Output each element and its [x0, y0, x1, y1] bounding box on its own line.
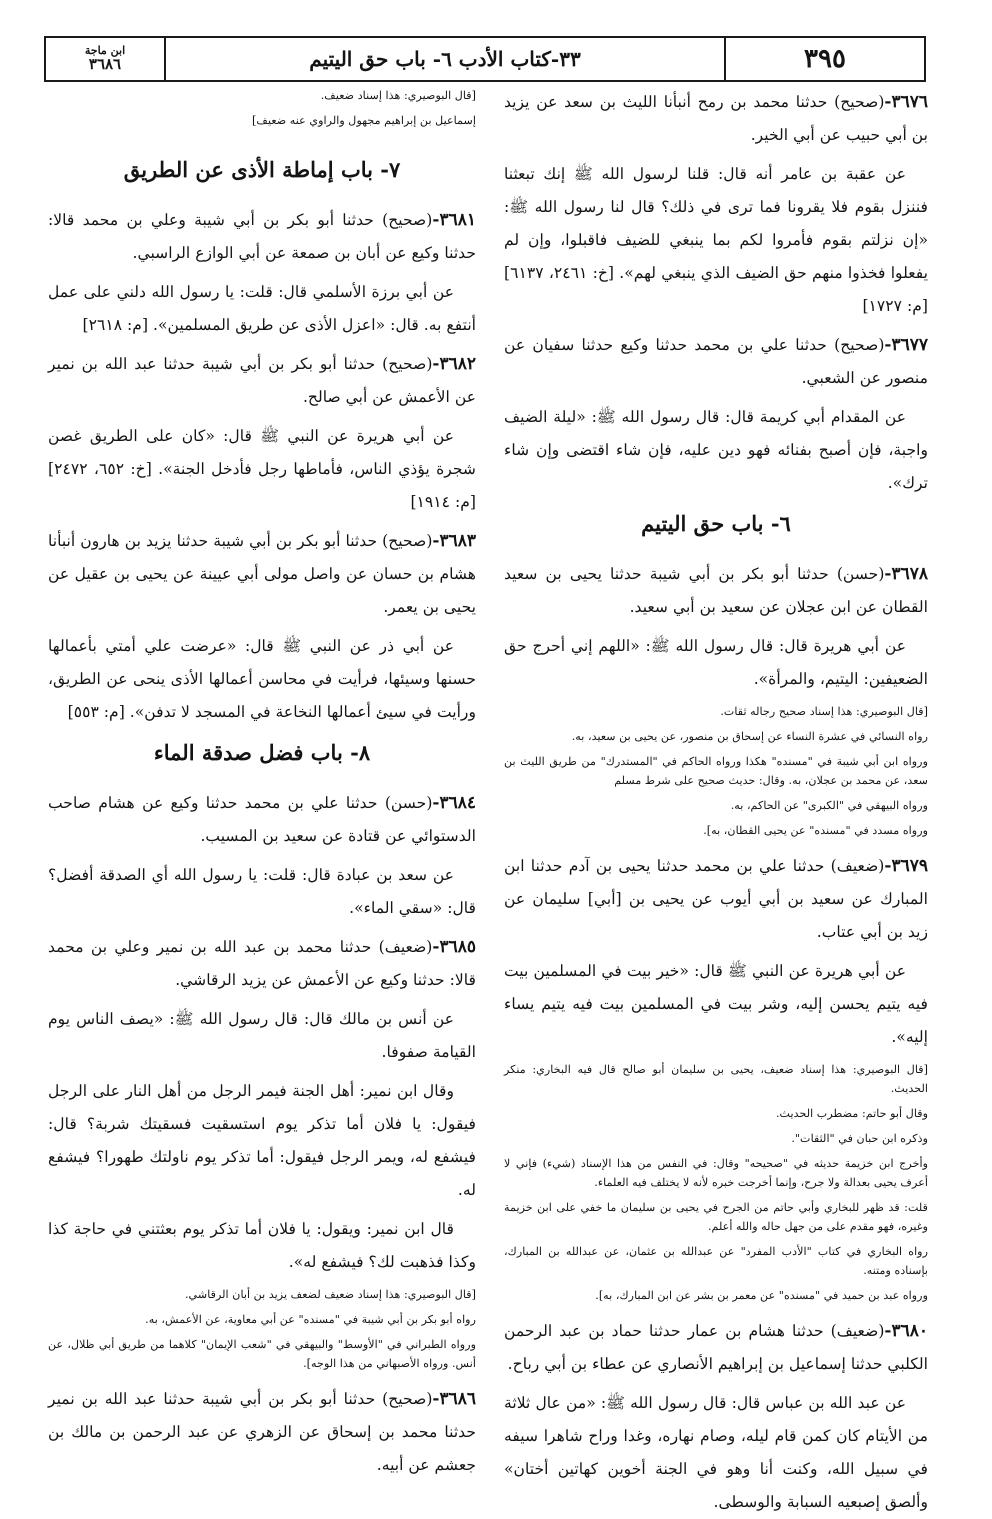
hadith-grade: (صحيح)	[834, 336, 885, 354]
footnote-line: ورواه ابن أبي شيبة في "مسنده" هكذا ورواه الحاكم في "المستدرك" من طريق الليث بن سعد، عن محمد بن عجلان، به. وقال: حديث صحيح على شرط مسلم	[504, 755, 928, 787]
hadith-3680-isnad	[504, 1315, 928, 1381]
isnad-text: حدثنا أبو بكر بن أبي شيبة حدثنا يحيى بن سعيد القطان عن ابن عجلان عن سعيد بن أبي سعيد.	[504, 565, 928, 616]
hadith-3685-matn: عن أنس بن مالك قال: قال رسول الله ﷺ: «يصف الناس يوم القيامة صفوفا.	[48, 1010, 476, 1061]
hadith-3677-matn: عن المقدام أبي كريمة قال: قال رسول الله ﷺ: «ليلة الضيف واجبة، فإن أصبح بفنائه فهو دين عليه، فإن شاء اقتضى وإن شاء ترك».	[504, 408, 928, 492]
hadith-grade: (ضعيف)	[830, 1322, 885, 1340]
hadith-3678-isnad	[504, 558, 928, 624]
hadith-grade: (صحيح)	[834, 93, 885, 111]
isnad-text: حدثنا هشام بن عمار حدثنا حماد بن عبد الرحمن الكلبي حدثنا إسماعيل بن إبراهيم الأنصاري عن عطاء بن أبي رباح.	[504, 1322, 928, 1373]
hadith-3676-matn: عن عقبة بن عامر أنه قال: قلنا لرسول الله ﷺ إنك تبعثنا فننزل بقوم فلا يقرونا فما ترى في ذلك؟ قال لنا رسول الله ﷺ: «إن نزلتم بقوم فأمروا لكم بما ينبغي للضيف فاقبلوا، وإن لم يفعلوا فخذوا منهم حق الضيف الذي ينبغي لهم». [خ: ٢٤٦١، ٦١٣٧] [م: ١٧٢٧]	[504, 165, 928, 315]
hadith-3680-matn: عن عبد الله بن عباس قال: قال رسول الله ﷺ: «من عال ثلاثة من الأيتام كان كمن قام ليله، وصام نهاره، وغدا وراح شاهرا سيفه في سبيل الله، وكنت أنا وهو في الجنة أخوين كهاتين أختان» وألصق إصبعيه السبابة والوسطى.	[504, 1394, 928, 1511]
isnad-text: حدثنا علي بن محمد حدثنا وكيع حدثنا سفيان عن منصور عن الشعبي.	[504, 336, 928, 387]
isnad-text: حدثنا أبو بكر بن أبي شيبة حدثنا يزيد بن هارون أنبأنا هشام بن حسان عن واصل مولى أبي عيينة عن يحيى بن عقيل عن يحيى بن يعمر.	[48, 532, 476, 616]
hadith-grade: (صحيح)	[382, 532, 433, 550]
footnote-line: رواه البخاري في كتاب "الأدب المفرد" عن عبدالله بن عثمان، عن عبدالله بن المبارك، بإسناده ومتنه.	[504, 1245, 928, 1277]
hadith-3679-isnad	[504, 850, 928, 949]
hadith-grade: (حسن)	[836, 565, 885, 583]
chapter-heading: ٨- باب فضل صدقة الماء	[153, 740, 371, 765]
hadith-3676-isnad	[504, 86, 928, 152]
footnote-line: ورواه مسدد في "مسنده" عن يحيى القطان، به].	[703, 824, 928, 837]
hadith-grade: (حسن)	[384, 794, 433, 812]
hadith-number: ٣٦٨٣-	[432, 531, 476, 551]
hadith-3684-isnad	[48, 787, 476, 853]
right-column	[504, 86, 928, 1511]
footnote-line: قلت: قد ظهر للبخاري وأبي حاتم من الجرح في يحيى بن سليمان ما خفي على ابن خزيمة وغيره، فهو مقدم على من جهل حاله والله أعلم.	[504, 1201, 928, 1233]
footnote-line: [قال البوصيري: هذا إسناد ضعيف لضعف يزيد بن أبان الرقاشي.	[184, 1288, 476, 1301]
footnote-line: إسماعيل بن إبراهيم مجهول والراوي عنه ضعيف]	[252, 114, 476, 127]
hadith-3677-isnad	[504, 329, 928, 395]
isnad-text: حدثنا علي بن محمد حدثنا وكيع عن هشام صاحب الدستوائي عن قتادة عن سعيد بن المسيب.	[48, 794, 476, 845]
hadith-3685-matn-continued: قال ابن نمير: ويقول: يا فلان أما تذكر يوم بعثتني في حاجة كذا وكذا فذهبت لك؟ فيشفع له».	[48, 1220, 476, 1271]
chapter-heading: ٦- باب حق اليتيم	[641, 511, 791, 536]
isnad-text: حدثنا أبو بكر بن أبي شيبة حدثنا عبد الله بن نمير عن الأعمش عن أبي صالح.	[48, 355, 476, 406]
hadith-number: ٣٦٧٧-	[884, 335, 928, 355]
hadith-3681-matn: عن أبي برزة الأسلمي قال: قلت: يا رسول الله دلني على عمل أنتفع به. قال: «اعزل الأذى عن طريق المسلمين». [م: ٢٦١٨]	[48, 283, 476, 334]
isnad-text: حدثنا محمد بن رمح أنبأنا الليث بن سعد عن يزيد بن أبي حبيب عن أبي الخير.	[504, 93, 928, 144]
isnad-text: حدثنا علي بن محمد حدثنا يحيى بن آدم حدثنا ابن المبارك عن سعيد بن أبي أيوب عن يحيى بن [أبي] سليمان عن زيد بن أبي عتاب.	[504, 857, 928, 941]
chapter-heading: ٧- باب إماطة الأذى عن الطريق	[123, 157, 401, 182]
hadith-3683-matn: عن أبي ذر عن النبي ﷺ قال: «عرضت علي أمتي بأعمالها حسنها وسيئها، فرأيت في محاسن أعمالها الأذى ينحى عن الطريق، ورأيت في سيئ أعمالها النخاعة في المسجد لا تدفن». [م: ٥٥٣]	[48, 637, 476, 721]
footnote-line: وقال أبو حاتم: مضطرب الحديث.	[775, 1107, 928, 1120]
running-title: ٣٣-كتاب الأدب ٦- باب حق اليتيم	[164, 38, 724, 80]
hadith-number: ٣٦٨٤-	[432, 793, 476, 813]
page-header	[44, 36, 926, 82]
book-name: ابن ماجة	[84, 44, 126, 58]
footnote-line: رواه أبو بكر بن أبي شيبة في "مسنده" عن أبي معاوية، عن الأعمش، به.	[145, 1313, 476, 1326]
footnote-block	[504, 702, 928, 840]
hadith-3685-isnad	[48, 931, 476, 997]
hadith-3681-isnad	[48, 204, 476, 270]
footnote-block	[48, 1285, 476, 1373]
hadith-grade: (صحيح)	[382, 211, 433, 229]
hadith-grade: (صحيح)	[382, 1390, 433, 1408]
footnote-line: ورواه عبد بن حميد في "مسنده" عن معمر بن بشر عن ابن المبارك، به].	[595, 1289, 928, 1302]
footnote-line: وذكره ابن حبان في "الثقات".	[791, 1132, 928, 1145]
hadith-number: ٣٦٧٩-	[884, 856, 928, 876]
hadith-number: ٣٦٨٢-	[432, 354, 476, 374]
hadith-number: ٣٦٧٨-	[884, 564, 928, 584]
footnote-line: وأخرج ابن خزيمة حديثه في "صحيحه" وقال: في النفس من هذا الإسناد (شيء) فإني لا أعرف يحيى بعدالة ولا جرح، وإنما أخرجت خبره لأنه لا يختلف فيه العلماء.	[504, 1157, 928, 1189]
hadith-grade: (ضعيف)	[378, 938, 433, 956]
footnote-line: [قال البوصيري: هذا إسناد ضعيف.	[320, 89, 476, 102]
hadith-3686-isnad	[48, 1383, 476, 1482]
hadith-3682-isnad	[48, 348, 476, 414]
footnote-line: ورواه البيهقي في "الكبرى" عن الحاكم، به.	[730, 799, 928, 812]
hadith-3682-matn: عن أبي هريرة عن النبي ﷺ قال: «كان على الطريق غصن شجرة يؤذي الناس، فأماطها رجل فأدخل الجنة». [خ: ٦٥٢، ٢٤٧٢] [م: ١٩١٤]	[48, 427, 476, 511]
left-column	[48, 86, 476, 1474]
isnad-text: حدثنا أبو بكر بن أبي شيبة وعلي بن محمد قالا: حدثنا وكيع عن أبان بن صمعة عن أبي الوازع الراسبي.	[48, 211, 476, 262]
hadith-3679-matn: عن أبي هريرة عن النبي ﷺ قال: «خير بيت في المسلمين بيت فيه يتيم يحسن إليه، وشر بيت في المسلمين بيت فيه يتيم يساء إليه».	[504, 962, 928, 1046]
hadith-number: ٣٦٨٠-	[884, 1321, 928, 1341]
hadith-reference-number: ٣٦٨٦	[88, 54, 122, 73]
hadith-number: ٣٦٨٦-	[432, 1389, 476, 1409]
hadith-grade: (صحيح)	[382, 355, 433, 373]
hadith-3683-isnad	[48, 525, 476, 624]
hadith-grade: (ضعيف)	[830, 857, 885, 875]
page-number: ٣٩٥	[724, 38, 924, 80]
isnad-text: حدثنا أبو بكر بن أبي شيبة حدثنا عبد الله بن نمير حدثنا محمد بن إسحاق عن الزهري عن عبد الرحمن بن مالك بن جعشم عن أبيه.	[48, 1390, 476, 1474]
header-reference	[46, 38, 164, 80]
footnote-line: رواه النسائي في عشرة النساء عن إسحاق بن منصور، عن يحيى بن سعيد، به.	[571, 730, 928, 743]
footnote-line: ورواه الطبراني في "الأوسط" والبيهقي في "شعب الإيمان" كلاهما من طريق أبي ظلال، عن أنس. ورواه الأصبهاني من هذا الوجه].	[48, 1338, 476, 1370]
hadith-3678-matn: عن أبي هريرة قال: قال رسول الله ﷺ: «اللهم إني أحرج حق الضعيفين: اليتيم، والمرأة».	[504, 637, 928, 688]
hadith-3685-matn-continued: وقال ابن نمير: أهل الجنة فيمر الرجل من أهل النار على الرجل فيقول: يا فلان أما تذكر يوم استسقيت فسقيتك شربة؟ قال: فيشفع له، ويمر الرجل فيقول: أما تذكر يوم ناولتك طهورا؟ فيشفع له.	[48, 1082, 476, 1199]
hadith-number: ٣٦٧٦-	[884, 92, 928, 112]
footnote-block	[48, 86, 476, 130]
hadith-number: ٣٦٨١-	[432, 210, 476, 230]
hadith-3684-matn: عن سعد بن عبادة قال: قلت: يا رسول الله أي الصدقة أفضل؟ قال: «سقي الماء».	[48, 866, 476, 917]
isnad-text: حدثنا محمد بن عبد الله بن نمير وعلي بن محمد قالا: حدثنا وكيع عن الأعمش عن يزيد الرقاشي.	[48, 938, 476, 989]
footnote-line: [قال البوصيري: هذا إسناد صحيح رجاله ثقات.	[720, 705, 928, 718]
footnote-block	[504, 1060, 928, 1305]
footnote-line: [قال البوصيري: هذا إسناد ضعيف، يحيى بن سليمان أبو صالح قال فيه البخاري: منكر الحديث.	[504, 1063, 928, 1095]
hadith-number: ٣٦٨٥-	[432, 937, 476, 957]
